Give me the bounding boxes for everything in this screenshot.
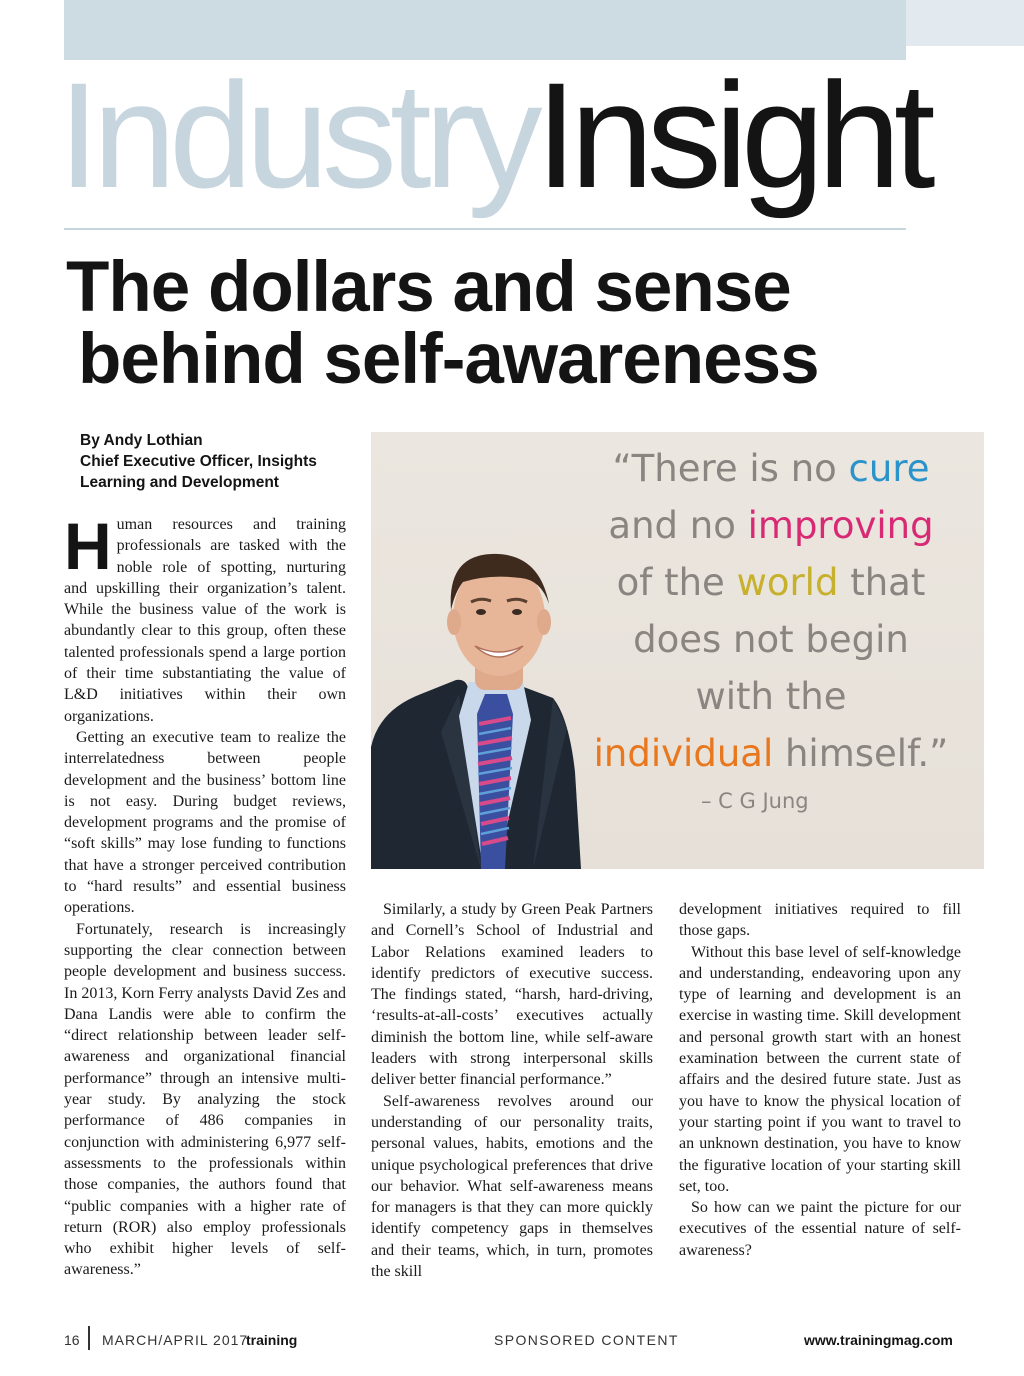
article-headline xyxy=(66,248,926,399)
paragraph: So how can we paint the picture for our executives of the essential nature of self-awareness? xyxy=(679,1199,961,1259)
byline-author: By Andy Lothian xyxy=(80,432,203,449)
quote-word-world: world xyxy=(736,561,839,604)
paragraph: development initiatives required to fill those gaps. xyxy=(679,901,961,940)
headline-line-2: behind self-awareness xyxy=(78,320,819,399)
byline-organization: Learning and Development xyxy=(80,474,279,491)
section-title-insight: Insight xyxy=(535,51,929,219)
header-band-accent xyxy=(906,0,1024,46)
paragraph: Fortunately, research is increasingly supporting the clear connection between people development and business success. In 2013, Korn Ferry analysts David Zes and Dana Landis were able to confirm the “direct relationship between leader self-awareness and organizational financial performance” through an intensive multi-year study. By analyzing the stock performance of 486 companies in conjunction with administering 6,977 self-assessments to the professionals within those companies, the authors found that “public companies with a higher rate of return (ROR) also employ professionals who exhibit higher levels of self-awareness.” xyxy=(64,920,346,1279)
paragraph: Similarly, a study by Green Peak Partners and Cornell’s School of Industrial and Labor Relations examined leaders to identify predictors of executive success. The findings stated, “harsh, hard-driving, ‘results-at-all-costs’ executives actually diminish the bottom line, while self-aware leaders with strong interpersonal skills deliver better financial performance.” xyxy=(371,901,653,1089)
headline-line-1: The dollars and sense xyxy=(66,248,791,327)
byline-title: Chief Executive Officer, Insights xyxy=(80,453,317,470)
paragraph: Without this base level of self-knowledge and understanding, endeavoring upon any type of learning and development is an exercise in wasting time. Skill development and personal growth start with an honest examination between the current state of affairs and the desired future state. Just as you have to know the physical location of your starting point if you want to travel to an unknown destination, you have to know the figurative location of your starting skill set, too. xyxy=(679,943,961,1195)
magazine-name: training xyxy=(246,1332,298,1348)
quote-word-cure: cure xyxy=(848,447,930,490)
article-column-1 xyxy=(64,509,346,1281)
quote-word-individual: individual xyxy=(593,732,774,775)
quote-word-improving: improving xyxy=(747,504,934,547)
paragraph: uman resources and training professionals are tasked with the noble role of spotting, nurturing and upskilling their organization’s talent. While the business value of the work is abundantly clear to this group, often these talented professionals spend a large portion of their time substantiating the value of L&D initiatives within their own organizations. xyxy=(64,516,346,725)
footer-divider xyxy=(88,1326,90,1350)
quote-line-6-end: himself.” xyxy=(773,732,949,775)
sponsored-label: SPONSORED CONTENT xyxy=(494,1332,679,1348)
quote-line-5: with the xyxy=(695,675,847,718)
byline xyxy=(80,430,360,493)
author-photo xyxy=(371,432,984,869)
drop-cap: H xyxy=(64,509,112,583)
quote-line-2-text: and no xyxy=(608,504,748,547)
website-url: www.trainingmag.com xyxy=(804,1332,953,1348)
jung-quote xyxy=(571,440,971,782)
quote-line-3-text: of the xyxy=(616,561,737,604)
section-divider xyxy=(64,228,906,230)
article-column-3 xyxy=(679,899,961,1261)
paragraph: Self-awareness revolves around our understanding of our personality traits, personal values, habits, emotions and the unique psychological preferences that drive our behavior. What self-awareness means for managers is that they can more quickly identify competency gaps in themselves and their teams, which, in turn, promotes the skill xyxy=(371,1092,653,1281)
section-title xyxy=(58,51,929,219)
page-number: 16 xyxy=(64,1332,80,1348)
issue-date: MARCH/APRIL 2017 xyxy=(102,1332,249,1348)
quote-attribution: – C G Jung xyxy=(701,789,809,813)
quote-line-3-end: that xyxy=(838,561,926,604)
quote-line-1-text: “There is no xyxy=(612,447,849,490)
quote-line-4: does not begin xyxy=(633,618,909,661)
section-title-industry: Industry xyxy=(58,51,536,219)
article-column-2 xyxy=(371,899,653,1282)
paragraph: Getting an executive team to realize the interrelatedness between people development and the business’ bottom line is not easy. During budget reviews, development programs and the promise of “soft skills” may lose funding to functions that have a stronger perceived contribution to “hard results” and essential business operations. xyxy=(64,728,346,917)
